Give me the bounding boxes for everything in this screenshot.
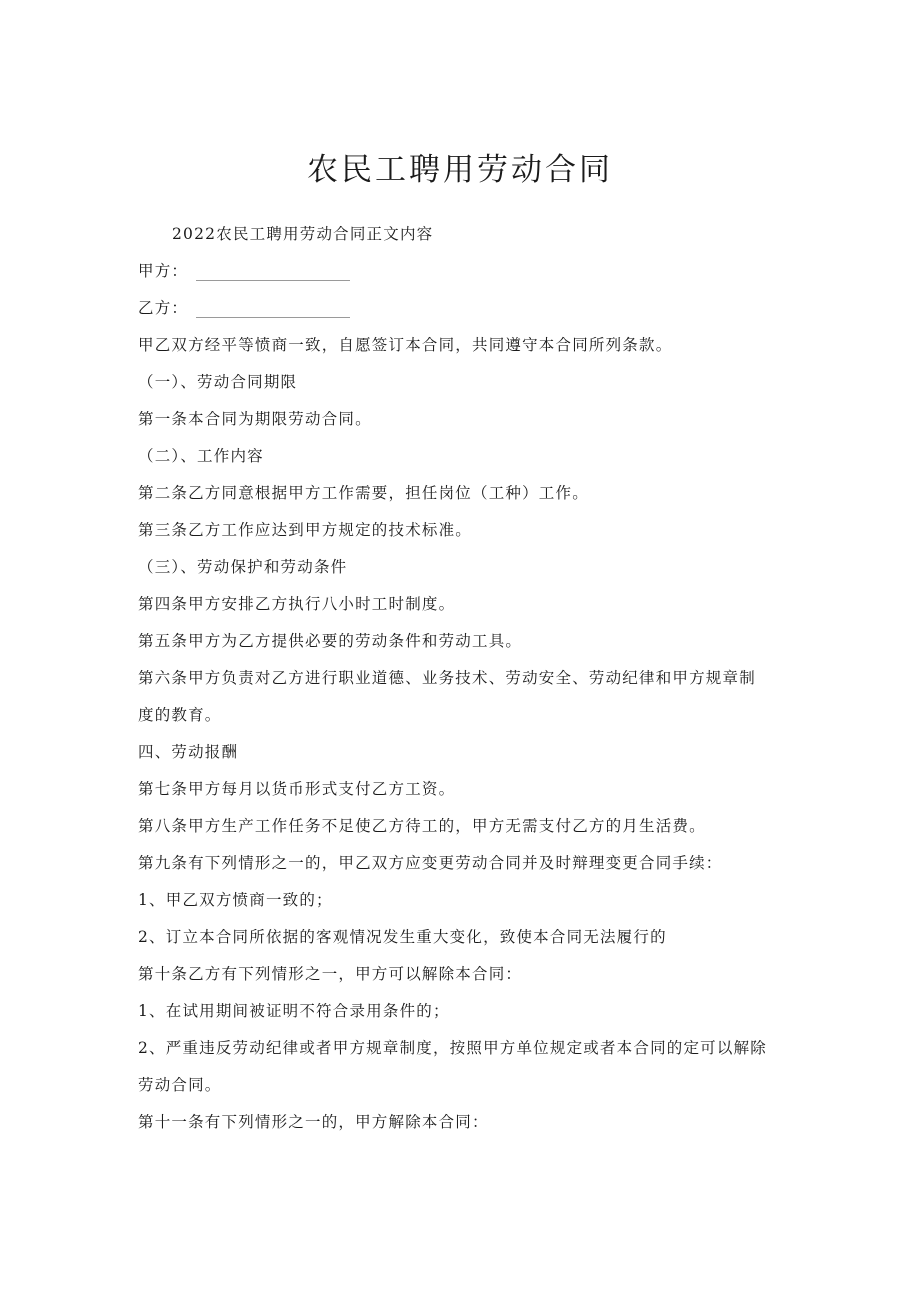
party-b-blank bbox=[196, 303, 350, 318]
party-a-label: 甲方： bbox=[138, 262, 189, 280]
section-heading: （一）、劳动合同期限 bbox=[138, 373, 298, 391]
list-item: 1、在试用期间被证明不符合录用条件的； bbox=[138, 1002, 450, 1020]
paragraph: 第三条乙方工作应达到甲方规定的技术标准。 bbox=[138, 521, 473, 539]
paragraph-6-line-2: 度的教育。 bbox=[138, 706, 222, 724]
paragraph: 第四条甲方安排乙方执行八小时工时制度。 bbox=[138, 595, 456, 613]
list-item-2-line-2: 劳动合同。 bbox=[138, 1076, 222, 1094]
paragraph: 第七条甲方每月以货币形式支付乙方工资。 bbox=[138, 780, 456, 798]
paragraph: 第十一条有下列情形之一的，甲方解除本合同： bbox=[138, 1113, 489, 1131]
party-a-blank bbox=[196, 266, 350, 281]
paragraph: 第十条乙方有下列情形之一，甲方可以解除本合同： bbox=[138, 965, 523, 983]
document-body bbox=[138, 224, 798, 1149]
paragraph: 第八条甲方生产工作任务不足使乙方待工的，甲方无需支付乙方的月生活费。 bbox=[138, 817, 706, 835]
document-title: 农民工聘用劳动合同 bbox=[307, 152, 613, 188]
paragraph: 第五条甲方为乙方提供必要的劳动条件和劳动工具。 bbox=[138, 632, 523, 650]
party-a-line bbox=[138, 261, 798, 281]
section-heading: 四、劳动报酬 bbox=[138, 743, 239, 761]
list-item: 2、订立本合同所依据的客观情况发生重大变化，致使本合同无法履行的 bbox=[138, 928, 667, 946]
party-b-label: 乙方： bbox=[138, 299, 189, 317]
section-heading: （三）、劳动保护和劳动条件 bbox=[138, 558, 348, 576]
list-item: 1、甲乙双方愤商一致的； bbox=[138, 891, 333, 909]
party-b-line bbox=[138, 298, 798, 318]
paragraph: 第九条有下列情形之一的，甲乙双方应变更劳动合同并及时辩理变更合同手续： bbox=[138, 854, 723, 872]
paragraph-6-line-1: 第六条甲方负责对乙方进行职业道德、业务技术、劳动安全、劳动纪律和甲方规章制 bbox=[138, 669, 756, 687]
paragraph: 第一条本合同为期限劳动合同。 bbox=[138, 410, 372, 428]
document-subtitle: 2022农民工聘用劳动合同正文内容 bbox=[172, 225, 434, 243]
paragraph: 甲乙双方经平等愤商一致，自愿签订本合同，共同遵守本合同所列条款。 bbox=[138, 336, 673, 354]
list-item-2-line-1: 2、严重违反劳动纪律或者甲方规章制度，按照甲方单位规定或者本合同的定可以解除 bbox=[138, 1039, 767, 1057]
section-heading: （二）、工作内容 bbox=[138, 447, 264, 465]
paragraph: 第二条乙方同意根据甲方工作需要，担任岗位（工种）工作。 bbox=[138, 484, 589, 502]
